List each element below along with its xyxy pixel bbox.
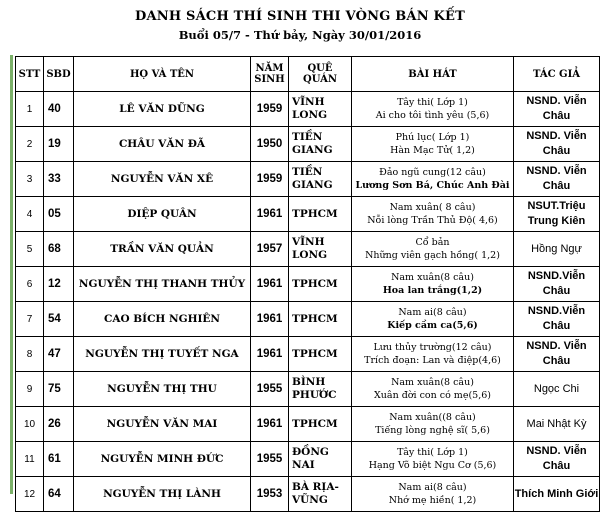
cell-year: 1959 (251, 92, 289, 127)
cell-home: VĨNH LONG (289, 92, 352, 127)
song-line-2: Hoa lan trắng(1,2) (382, 285, 483, 296)
cell-author: Hồng Ngự (514, 232, 600, 267)
header-sbd: SBD (44, 57, 74, 92)
song-line-2: Nhớ mẹ hiền( 1,2) (388, 495, 477, 506)
cell-song (352, 442, 514, 477)
cell-song (352, 267, 514, 302)
cell-song (352, 127, 514, 162)
header-home: QUÊ QUÁN (289, 57, 352, 92)
cell-sbd: 05 (44, 197, 74, 232)
cell-year: 1961 (251, 197, 289, 232)
cell-author: NSND. Viễn Châu (514, 92, 600, 127)
cell-name: NGUYỄN THỊ TUYẾT NGA (74, 337, 251, 372)
table-row (16, 162, 600, 197)
table-row (16, 407, 600, 442)
cell-name: CHÂU VĂN ĐÃ (74, 127, 251, 162)
song-line-2: Xuân đời con có mẹ(5,6) (374, 390, 491, 401)
cell-year: 1961 (251, 267, 289, 302)
cell-sbd: 12 (44, 267, 74, 302)
cell-stt: 8 (16, 337, 44, 372)
song-line-2: Ai cho tôi tình yêu (5,6) (375, 110, 490, 121)
song-line-1: Nam xuân( 8 câu) (389, 202, 476, 213)
cell-stt: 9 (16, 372, 44, 407)
cell-home: VĨNH LONG (289, 232, 352, 267)
song-line-1: Phú lục( Lớp 1) (395, 132, 470, 143)
table-row (16, 302, 600, 337)
row-marker-bar (10, 55, 13, 494)
cell-sbd: 54 (44, 302, 74, 337)
cell-year: 1961 (251, 302, 289, 337)
cell-author: NSND.Viễn Châu (514, 267, 600, 302)
cell-sbd: 64 (44, 477, 74, 512)
cell-home: TPHCM (289, 337, 352, 372)
cell-name: NGUYỄN MINH ĐỨC (74, 442, 251, 477)
cell-stt: 11 (16, 442, 44, 477)
header-year: NĂM SINH (251, 57, 289, 92)
cell-sbd: 40 (44, 92, 74, 127)
cell-sbd: 68 (44, 232, 74, 267)
table-row (16, 477, 600, 512)
cell-home: TPHCM (289, 407, 352, 442)
cell-song (352, 302, 514, 337)
cell-stt: 12 (16, 477, 44, 512)
song-line-2: Những viên gạch hồng( 1,2) (365, 250, 500, 261)
song-line-2: Lương Sơn Bá, Chúc Anh Đài (355, 180, 510, 191)
cell-author: NSND. Viễn Châu (514, 442, 600, 477)
cell-stt: 1 (16, 92, 44, 127)
cell-stt: 5 (16, 232, 44, 267)
song-line-1: Cổ bản (415, 237, 450, 248)
cell-sbd: 33 (44, 162, 74, 197)
cell-author: NSND.Viễn Châu (514, 302, 600, 337)
cell-song (352, 232, 514, 267)
table-row (16, 127, 600, 162)
table-row (16, 442, 600, 477)
cell-song (352, 92, 514, 127)
song-line-1: Tây thi( Lớp 1) (397, 97, 468, 108)
cell-stt: 3 (16, 162, 44, 197)
cell-name: DIỆP QUÂN (74, 197, 251, 232)
cell-sbd: 19 (44, 127, 74, 162)
cell-year: 1953 (251, 477, 289, 512)
cell-sbd: 61 (44, 442, 74, 477)
cell-name: NGUYỄN VĂN XÊ (74, 162, 251, 197)
cell-year: 1961 (251, 337, 289, 372)
cell-home: BÌNH PHƯỚC (289, 372, 352, 407)
cell-song (352, 162, 514, 197)
cell-author: Ngọc Chi (514, 372, 600, 407)
contestant-table (15, 56, 600, 512)
cell-author: Mai Nhật Kỳ (514, 407, 600, 442)
cell-song (352, 477, 514, 512)
cell-year: 1950 (251, 127, 289, 162)
header-row (16, 57, 600, 92)
cell-sbd: 47 (44, 337, 74, 372)
cell-name: NGUYỄN VĂN MAI (74, 407, 251, 442)
header-name: HỌ VÀ TÊN (74, 57, 251, 92)
song-line-2: Kiếp cầm ca(5,6) (387, 320, 478, 331)
song-line-1: Nam xuân((8 câu) (389, 412, 476, 423)
cell-stt: 6 (16, 267, 44, 302)
cell-name: NGUYỄN THỊ THU (74, 372, 251, 407)
cell-song (352, 372, 514, 407)
cell-year: 1961 (251, 407, 289, 442)
header-song: BÀI HÁT (352, 57, 514, 92)
cell-home: TPHCM (289, 197, 352, 232)
song-line-1: Nam ai(8 câu) (398, 482, 467, 493)
cell-song (352, 407, 514, 442)
song-line-1: Tây thi( Lớp 1) (397, 447, 468, 458)
cell-stt: 10 (16, 407, 44, 442)
cell-home: TPHCM (289, 302, 352, 337)
cell-home: TIỀN GIANG (289, 162, 352, 197)
cell-name: CAO BÍCH NGHIÊN (74, 302, 251, 337)
header-author: TÁC GIẢ (514, 57, 600, 92)
song-line-2: Tiếng lòng nghệ sĩ( 5,6) (375, 425, 490, 436)
song-line-2: Hạng Võ biệt Ngu Cơ (5,6) (368, 460, 497, 471)
cell-home: TPHCM (289, 267, 352, 302)
cell-author: NSND. Viễn Châu (514, 127, 600, 162)
cell-song (352, 197, 514, 232)
song-line-1: Đảo ngũ cung(12 câu) (379, 167, 486, 178)
song-line-1: Nam xuân(8 câu) (391, 377, 474, 388)
table-row (16, 267, 600, 302)
song-line-1: Nam xuân(8 câu) (391, 272, 474, 283)
song-line-1: Lưu thủy trường(12 câu) (373, 342, 492, 353)
cell-year: 1955 (251, 372, 289, 407)
cell-name: TRẦN VĂN QUẢN (74, 232, 251, 267)
song-line-2: Trích đoạn: Lan và điệp(4,6) (364, 355, 501, 366)
cell-song (352, 337, 514, 372)
table-row (16, 232, 600, 267)
cell-year: 1957 (251, 232, 289, 267)
table-row (16, 372, 600, 407)
cell-name: LÊ VĂN DŨNG (74, 92, 251, 127)
page-title: DANH SÁCH THÍ SINH THI VÒNG BÁN KẾT (134, 9, 466, 24)
table-row (16, 92, 600, 127)
cell-home: TIỀN GIANG (289, 127, 352, 162)
cell-stt: 7 (16, 302, 44, 337)
cell-home: ĐỒNG NAI (289, 442, 352, 477)
cell-year: 1955 (251, 442, 289, 477)
cell-sbd: 26 (44, 407, 74, 442)
song-line-2: Nỗi lòng Trần Thủ Độ( 4,6) (367, 215, 498, 226)
header-stt: STT (16, 57, 44, 92)
page-subtitle: Buổi 05/7 - Thứ bảy, Ngày 30/01/2016 (178, 28, 422, 42)
cell-name: NGUYỄN THỊ LÀNH (74, 477, 251, 512)
song-line-1: Nam ai(8 câu) (398, 307, 467, 318)
table-row (16, 197, 600, 232)
cell-stt: 2 (16, 127, 44, 162)
cell-sbd: 75 (44, 372, 74, 407)
cell-author: NSND. Viễn Châu (514, 162, 600, 197)
cell-name: NGUYỄN THỊ THANH THỦY (74, 267, 251, 302)
table-row (16, 337, 600, 372)
song-line-2: Hàn Mạc Tử( 1,2) (390, 145, 475, 156)
cell-author: NSUT.Triệu Trung Kiên (514, 197, 600, 232)
cell-author: NSND. Viễn Châu (514, 337, 600, 372)
cell-year: 1959 (251, 162, 289, 197)
cell-home: BÀ RỊA-VŨNG (289, 477, 352, 512)
cell-author: Thích Minh Giới (514, 477, 600, 512)
cell-stt: 4 (16, 197, 44, 232)
